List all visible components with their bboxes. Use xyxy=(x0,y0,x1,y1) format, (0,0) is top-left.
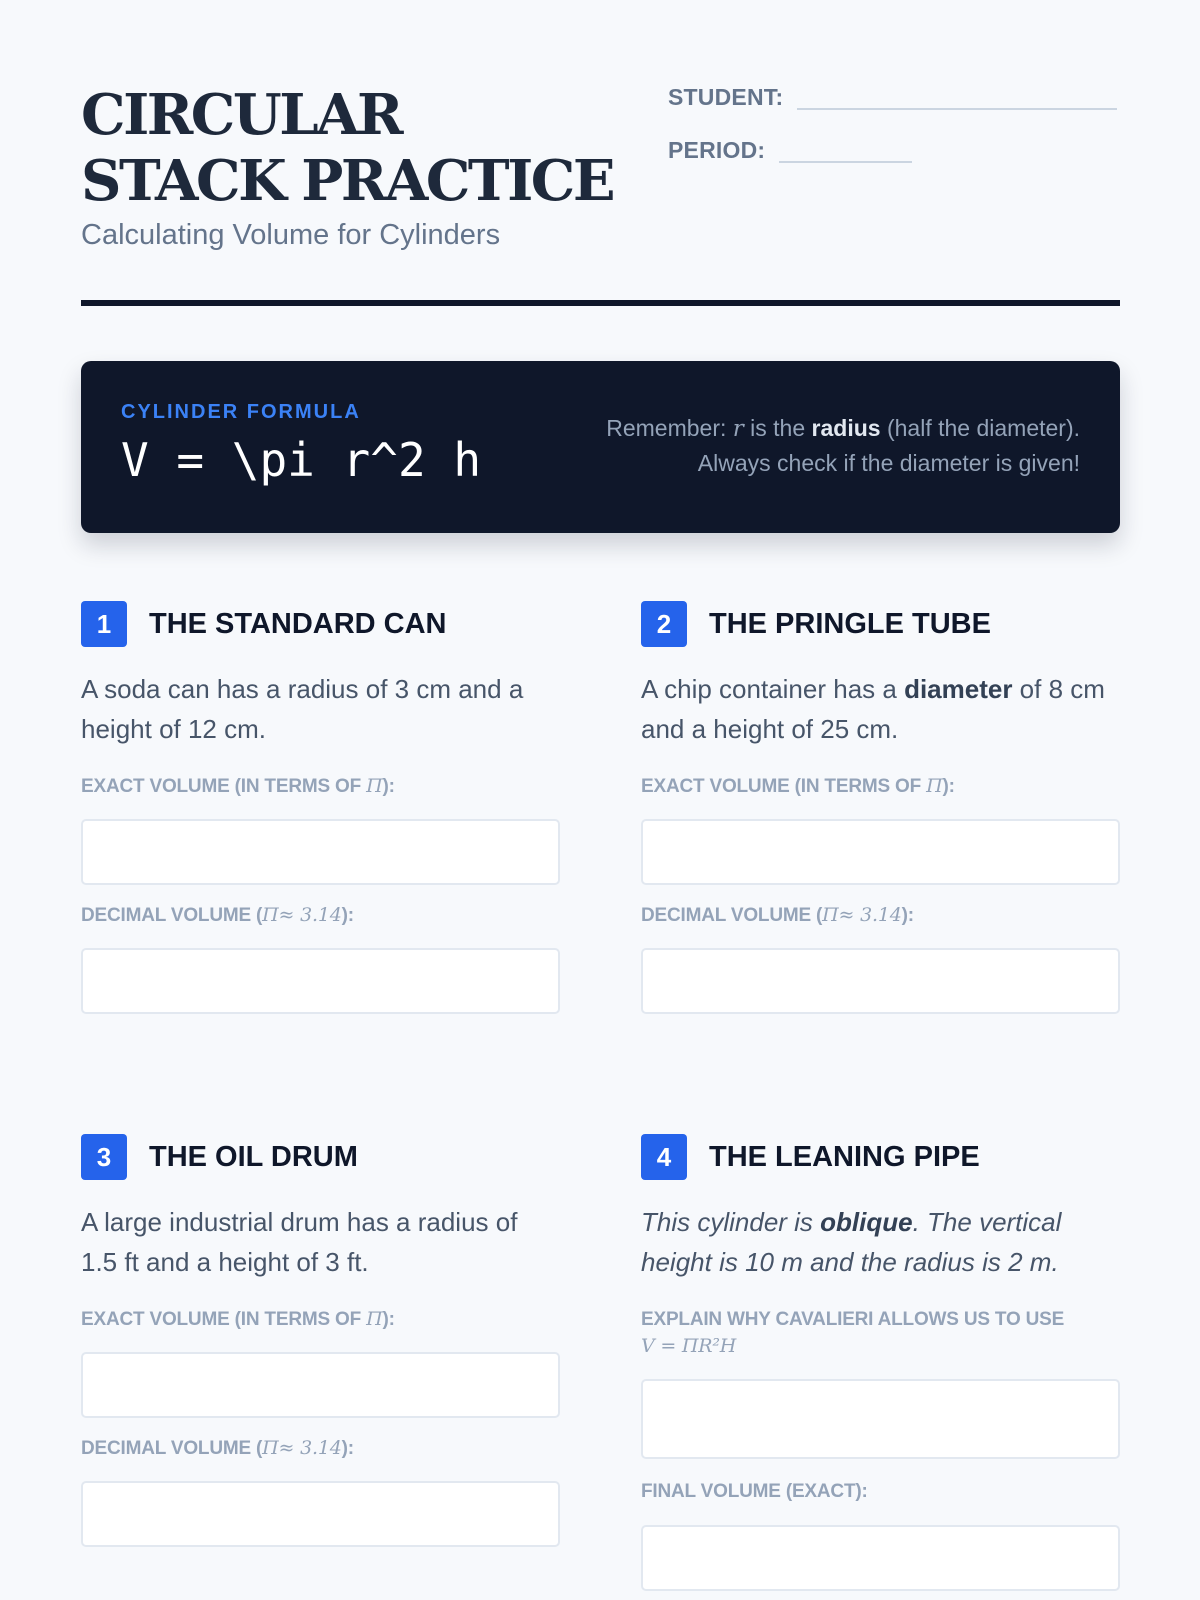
problem-number-badge: 1 xyxy=(81,601,127,647)
formula-note-line2: Always check if the diameter is given! xyxy=(697,450,1080,476)
problem-title: THE LEANING PIPE xyxy=(709,1140,980,1173)
label-end: ): xyxy=(382,776,395,797)
problem-number-badge: 3 xyxy=(81,1134,127,1180)
label-math: Π≈ 3.14 xyxy=(262,1437,342,1459)
label-text: DECIMAL VOLUME ( xyxy=(81,905,263,926)
problem-title: THE PRINGLE TUBE xyxy=(709,607,991,640)
note-mid: is the xyxy=(743,415,812,441)
desc-prefix: This cylinder is xyxy=(641,1207,821,1237)
desc-suffix: . The vertical height is 10 m and the radius is 2 m. xyxy=(641,1207,1062,1277)
label-math: V = ΠR²H xyxy=(641,1335,737,1357)
student-label: STUDENT: xyxy=(668,84,784,110)
formula-note xyxy=(606,411,1080,480)
desc-suffix: of 8 cm and a height of 25 cm. xyxy=(641,674,1105,744)
formula-note-line1 xyxy=(606,411,1080,446)
decimal-volume-label xyxy=(81,1435,560,1462)
label-text: DECIMAL VOLUME ( xyxy=(641,905,823,926)
desc-bold: oblique xyxy=(820,1207,913,1237)
problem-number-badge: 4 xyxy=(641,1134,687,1180)
label-math: Π xyxy=(926,775,943,797)
label-end: ): xyxy=(341,1438,354,1459)
student-input-line[interactable] xyxy=(797,108,1117,110)
student-field xyxy=(668,84,1117,111)
decimal-volume-label xyxy=(81,902,560,929)
label-text: EXACT VOLUME (IN TERMS OF xyxy=(81,776,367,797)
problem-title: THE STANDARD CAN xyxy=(149,607,447,640)
label-end: ): xyxy=(382,1309,395,1330)
problem-4 xyxy=(641,1134,1120,1591)
note-suffix: (half the diameter). xyxy=(880,415,1080,441)
desc-bold: diameter xyxy=(904,674,1013,704)
exact-volume-input[interactable] xyxy=(641,819,1120,885)
decimal-volume-label xyxy=(641,902,1120,929)
problem-header xyxy=(641,601,1120,647)
page-title: CIRCULAR STACK PRACTICE xyxy=(81,82,614,214)
problem-header xyxy=(81,601,560,647)
problem-number-badge: 2 xyxy=(641,601,687,647)
formula-expression: V = \pi r^2 h xyxy=(121,433,482,487)
period-input-line[interactable] xyxy=(779,161,912,163)
exact-volume-input[interactable] xyxy=(81,1352,560,1418)
problem-header xyxy=(81,1134,560,1180)
problem-2 xyxy=(641,601,1120,1014)
problem-1 xyxy=(81,601,560,1014)
label-text: DECIMAL VOLUME ( xyxy=(81,1438,263,1459)
label-end: ): xyxy=(901,905,914,926)
problem-description: A large industrial drum has a radius of 1.5 ft and a height of 3 ft. xyxy=(81,1207,518,1277)
problem-title: THE OIL DRUM xyxy=(149,1140,358,1173)
problem-description xyxy=(641,1202,1120,1282)
exact-volume-label xyxy=(81,1306,560,1333)
final-volume-label: FINAL VOLUME (EXACT): xyxy=(641,1481,868,1502)
decimal-volume-input[interactable] xyxy=(641,948,1120,1014)
problem-header xyxy=(641,1134,1120,1180)
header-divider xyxy=(81,300,1120,306)
desc-prefix: A chip container has a xyxy=(641,674,905,704)
formula-label: CYLINDER FORMULA xyxy=(121,401,361,423)
label-text: EXACT VOLUME (IN TERMS OF xyxy=(81,1309,367,1330)
decimal-volume-input[interactable] xyxy=(81,948,560,1014)
label-end: ): xyxy=(942,776,955,797)
period-label: PERIOD: xyxy=(668,137,766,163)
final-volume-input[interactable] xyxy=(641,1525,1120,1591)
problem-3 xyxy=(81,1134,560,1547)
label-math: Π≈ 3.14 xyxy=(822,904,902,926)
note-variable: r xyxy=(732,416,744,442)
label-math: Π xyxy=(366,775,383,797)
note-prefix: Remember: xyxy=(606,415,733,441)
exact-volume-label xyxy=(81,773,560,800)
problem-description: A soda can has a radius of 3 cm and a height of 12 cm. xyxy=(81,674,524,744)
label-math: Π xyxy=(366,1308,383,1330)
period-field xyxy=(668,137,912,164)
label-end: ): xyxy=(341,905,354,926)
explain-cavalieri-input[interactable] xyxy=(641,1379,1120,1459)
page-subtitle: Calculating Volume for Cylinders xyxy=(81,219,501,251)
decimal-volume-input[interactable] xyxy=(81,1481,560,1547)
label-text: EXPLAIN WHY CAVALIERI ALLOWS US TO USE xyxy=(641,1309,1065,1330)
note-bold: radius xyxy=(811,415,881,441)
problem-description xyxy=(641,669,1120,749)
formula-box xyxy=(81,361,1120,533)
exact-volume-input[interactable] xyxy=(81,819,560,885)
exact-volume-label xyxy=(641,773,1120,800)
worksheet-header xyxy=(81,82,1120,307)
label-math: Π≈ 3.14 xyxy=(262,904,342,926)
label-text: EXACT VOLUME (IN TERMS OF xyxy=(641,776,927,797)
explain-cavalieri-label xyxy=(641,1306,1120,1360)
